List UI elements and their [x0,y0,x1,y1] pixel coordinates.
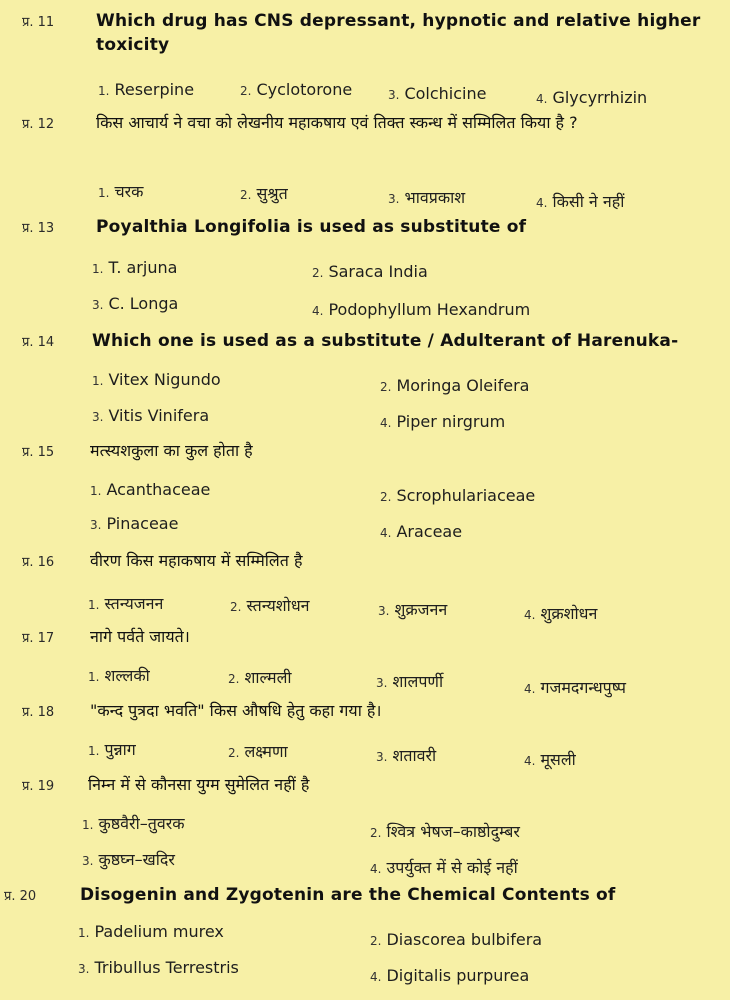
question-number: प्र. 20 [4,889,37,904]
option-2: 2. Scrophulariaceae [380,486,536,505]
question-text: Poyalthia Longifolia is used as substitute of [96,217,527,237]
option-4: 4. Piper nirgrum [380,412,506,431]
option-1: 1. स्तन्यजनन [88,594,164,613]
option-1: 1. कुष्ठवैरी–तुवरक [82,814,185,833]
question-number: प्र. 19 [22,779,55,794]
option-4: 4. Digitalis purpurea [370,966,530,985]
option-2: 2. Moringa Oleifera [380,376,530,395]
option-3: 3. शतावरी [376,746,437,765]
question-number: प्र. 14 [22,335,55,350]
option-3: 3. कुष्ठघ्न–खदिर [82,850,175,869]
question-text: वीरण किस महाकषाय में सम्मिलित है [90,551,303,570]
question-number: प्र. 13 [22,221,55,236]
option-4: 4. Glycyrrhizin [536,88,648,107]
option-1: 1. T. arjuna [92,258,178,277]
question-number: प्र. 15 [22,445,55,460]
option-2: 2. सुश्रुत [240,184,288,203]
option-3: 3. शालपर्णी [376,672,444,691]
question-text: "कन्द पुत्रदा भवति" किस औषधि हेतु कहा गया है। [90,701,382,720]
option-2: 2. लक्ष्मणा [228,742,288,761]
option-3: 3. Pinaceae [90,514,179,533]
option-3: 3. C. Longa [92,294,179,313]
question-number: प्र. 11 [22,15,55,30]
question-text: नागे पर्वते जायते। [90,627,190,646]
option-2: 2. स्तन्यशोधन [230,596,310,615]
option-3: 3. Tribullus Terrestris [78,958,239,977]
option-4: 4. शुक्रशोधन [524,604,598,623]
question-text: Which drug has CNS depressant, hypnotic and relative higher toxicity [96,11,701,55]
option-1: 1. Acanthaceae [90,480,211,499]
option-1: 1. Vitex Nigundo [92,370,221,389]
option-2: 2. श्वित्र भेषज–काष्ठोदुम्बर [370,822,520,841]
option-1: 1. पुन्नाग [88,740,136,759]
question-number: प्र. 16 [22,555,55,570]
question-text: Disogenin and Zygotenin are the Chemical Contents of [80,885,616,905]
option-1: 1. Reserpine [98,80,195,99]
option-2: 2. शाल्मली [228,668,292,687]
option-4: 4. मूसली [524,750,576,769]
option-4: 4. Podophyllum Hexandrum [312,300,531,319]
option-4: 4. Araceae [380,522,463,541]
question-text: निम्न में से कौनसा युग्म सुमेलित नहीं है [88,775,310,794]
question-text: Which one is used as a substitute / Adulterant of Harenuka- [92,331,679,351]
option-2: 2. Diascorea bulbifera [370,930,543,949]
option-2: 2. Saraca India [312,262,428,281]
question-number: प्र. 17 [22,631,55,646]
option-3: 3. Colchicine [388,84,487,103]
question-number: प्र. 12 [22,117,55,132]
option-4: 4. गजमदगन्धपुष्प [524,678,627,697]
option-4: 4. उपर्युक्त में से कोई नहीं [370,858,518,877]
option-1: 1. चरक [98,182,144,201]
option-3: 3. शुक्रजनन [378,600,448,619]
option-3: 3. भावप्रकाश [388,188,466,207]
question-text: किस आचार्य ने वचा को लेखनीय महाकषाय एवं तिक्त स्कन्ध में सम्मिलित किया है ? [96,113,578,132]
option-1: 1. Padelium murex [78,922,224,941]
option-4: 4. किसी ने नहीं [536,192,625,211]
option-1: 1. शल्लकी [88,666,150,685]
question-number: प्र. 18 [22,705,55,720]
question-text: मत्स्यशकुला का कुल होता है [90,441,253,460]
option-3: 3. Vitis Vinifera [92,406,210,425]
option-2: 2. Cyclotorone [240,80,353,99]
